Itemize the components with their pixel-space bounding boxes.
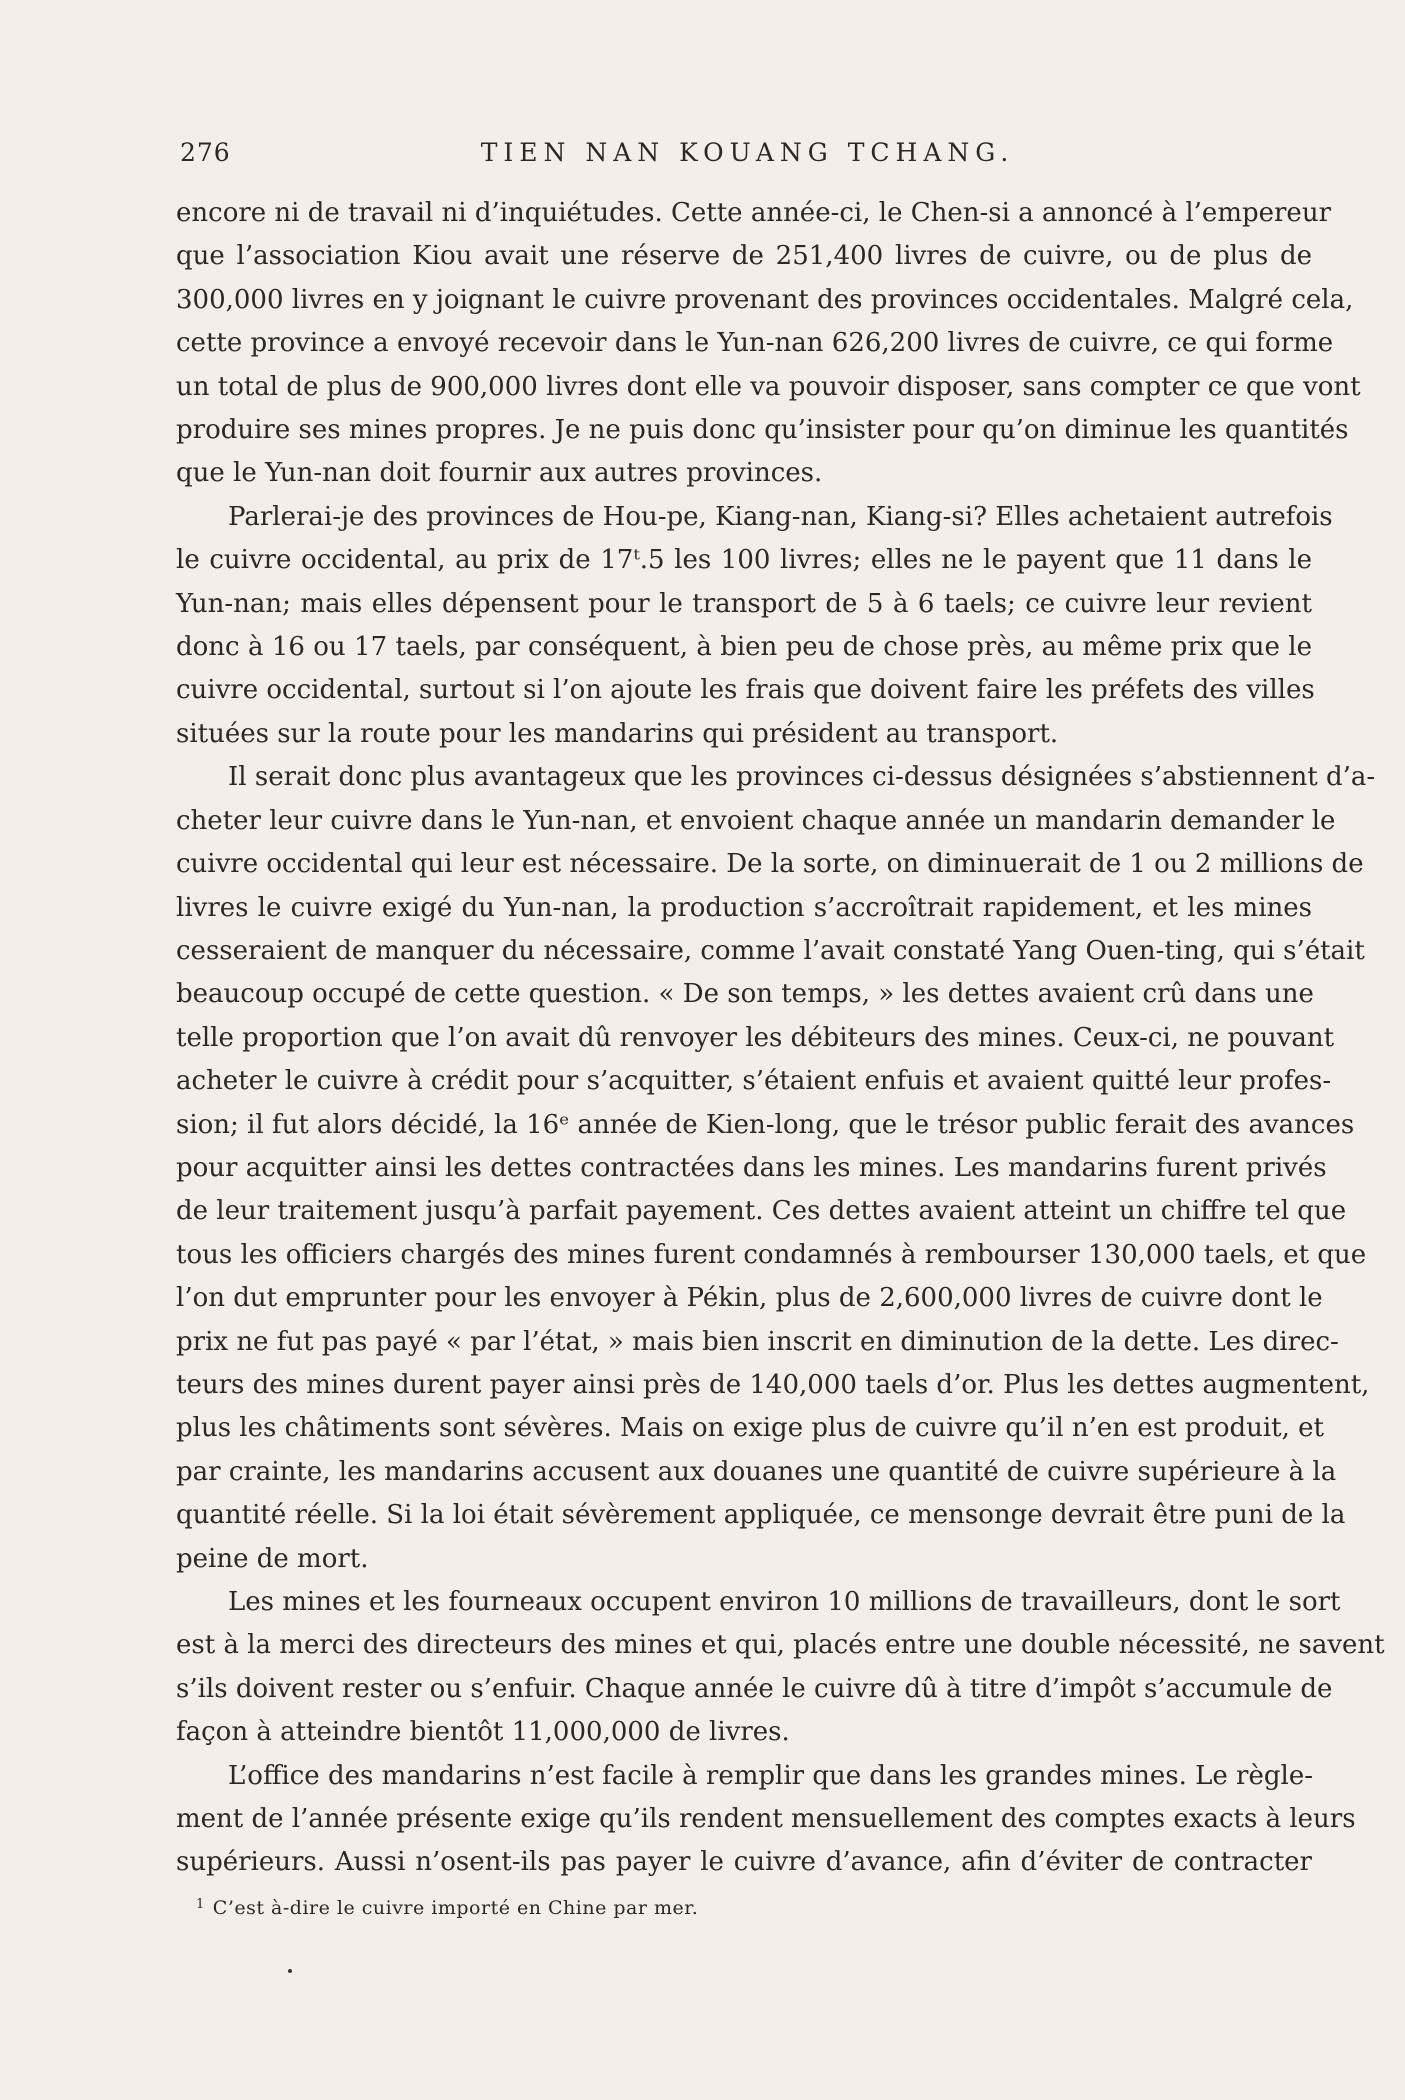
text-line: pour acquitter ainsi les dettes contractées dans les mines. Les mandarins furent privés <box>176 1152 1327 1183</box>
text-line: quantité réelle. Si la loi était sévèrement appliquée, ce mensonge devrait être puni de la <box>176 1500 1346 1531</box>
text-line: par crainte, les mandarins accusent aux douanes une quantité de cuivre supérieure à la <box>176 1456 1337 1487</box>
text-line: L’office des mandarins n’est facile à remplir que dans les grandes mines. Le règle- <box>228 1760 1313 1791</box>
text-line: façon à atteindre bientôt 11,000,000 de livres. <box>176 1717 790 1748</box>
text-line: l’on dut emprunter pour les envoyer à Pékin, plus de 2,600,000 livres de cuivre dont le <box>176 1283 1323 1314</box>
text-line: que l’association Kiou avait une réserve de 251,400 livres de cuivre, ou de plus de <box>176 241 1312 272</box>
text-line: telle proportion que l’on avait dû renvoyer les débiteurs des mines. Ceux-ci, ne pouvant <box>176 1022 1335 1053</box>
text-line: beaucoup occupé de cette question. « De son temps, » les dettes avaient crû dans une <box>176 979 1314 1010</box>
body-text <box>176 192 1385 1885</box>
text-line: sion; il fut alors décidé, la 16ᵉ année de Kien-long, que le trésor public ferait des avances <box>176 1109 1355 1140</box>
text-line: teurs des mines durent payer ainsi près de 140,000 taels d’or. Plus les dettes augmentent, <box>176 1369 1370 1400</box>
text-line: acheter le cuivre à crédit pour s’acquitter, s’étaient enfuis et avaient quitté leur profes- <box>176 1066 1332 1097</box>
text-line: livres le cuivre exigé du Yun-nan, la production s’accroîtrait rapidement, et les mines <box>176 892 1312 923</box>
text-line: cesseraient de manquer du nécessaire, comme l’avait constaté Yang Ouen-ting, qui s’était <box>176 935 1365 966</box>
text-line: cette province a envoyé recevoir dans le Yun-nan 626,200 livres de cuivre, ce qui forme <box>176 328 1334 359</box>
text-line: tous les officiers chargés des mines furent condamnés à rembourser 130,000 taels, et que <box>176 1239 1367 1270</box>
text-line: Les mines et les fourneaux occupent environ 10 millions de travailleurs, dont le sort <box>228 1587 1341 1617</box>
text-line: prix ne fut pas payé « par l’état, » mais bien inscrit en diminution de la dette. Les direc- <box>176 1326 1339 1357</box>
text-line: ment de l’année présente exige qu’ils rendent mensuellement des comptes exacts à leurs <box>176 1804 1356 1835</box>
text-line: Parlerai-je des provinces de Hou-pe, Kiang-nan, Kiang-si? Elles achetaient autrefois <box>228 501 1333 532</box>
running-title: TIEN NAN KOUANG TCHANG. <box>480 138 1015 167</box>
text-line: un total de plus de 900,000 livres dont elle va pouvoir disposer, sans compter ce que vont <box>176 371 1361 402</box>
text-line: donc à 16 ou 17 taels, par conséquent, à bien peu de chose près, au même prix que le <box>176 632 1312 663</box>
text-line: cuivre occidental qui leur est nécessaire. De la sorte, on diminuerait de 1 ou 2 millions de <box>176 849 1364 880</box>
text-line: le cuivre occidental, au prix de 17ᵗ.5 les 100 livres; elles ne le payent que 11 dans le <box>176 545 1312 576</box>
text-line: est à la merci des directeurs des mines et qui, placés entre une double nécessité, ne savent <box>176 1630 1385 1661</box>
text-line: situées sur la route pour les mandarins qui président au transport. <box>176 718 1059 749</box>
page-header <box>180 138 1315 174</box>
page-mark-dot <box>288 1969 292 1973</box>
text-line: cuivre occidental, surtout si l’on ajoute les frais que doivent faire les préfets des villes <box>176 675 1315 706</box>
text-line: 300,000 livres en y joignant le cuivre provenant des provinces occidentales. Malgré cela, <box>176 284 1354 315</box>
text-line: s’ils doivent rester ou s’enfuir. Chaque année le cuivre dû à titre d’impôt s’accumule de <box>176 1673 1333 1704</box>
footnote-marker: 1 <box>196 1897 205 1912</box>
text-line: Yun-nan; mais elles dépensent pour le transport de 5 à 6 taels; ce cuivre leur revient <box>176 588 1312 619</box>
page-number: 276 <box>180 138 231 167</box>
text-line: supérieurs. Aussi n’osent-ils pas payer le cuivre d’avance, afin d’éviter de contracter <box>176 1847 1312 1878</box>
text-line: que le Yun-nan doit fournir aux autres provinces. <box>176 458 823 489</box>
text-line: plus les châtiments sont sévères. Mais on exige plus de cuivre qu’il n’en est produit, et <box>176 1413 1324 1444</box>
text-line: peine de mort. <box>176 1543 369 1574</box>
text-line: Il serait donc plus avantageux que les provinces ci-dessus désignées s’abstiennent d’a- <box>228 762 1376 793</box>
text-line: cheter leur cuivre dans le Yun-nan, et envoient chaque année un mandarin demander le <box>176 805 1336 836</box>
text-line: produire ses mines propres. Je ne puis donc qu’insister pour qu’on diminue les quantités <box>176 415 1349 446</box>
text-line: encore ni de travail ni d’inquiétudes. Cette année-ci, le Chen-si a annoncé à l’empereur <box>176 198 1331 228</box>
text-line: de leur traitement jusqu’à parfait payement. Ces dettes avaient atteint un chiffre tel que <box>176 1196 1347 1227</box>
footnote <box>196 1897 698 1919</box>
footnote-text: C’est à-dire le cuivre importé en Chine par mer. <box>212 1897 699 1919</box>
